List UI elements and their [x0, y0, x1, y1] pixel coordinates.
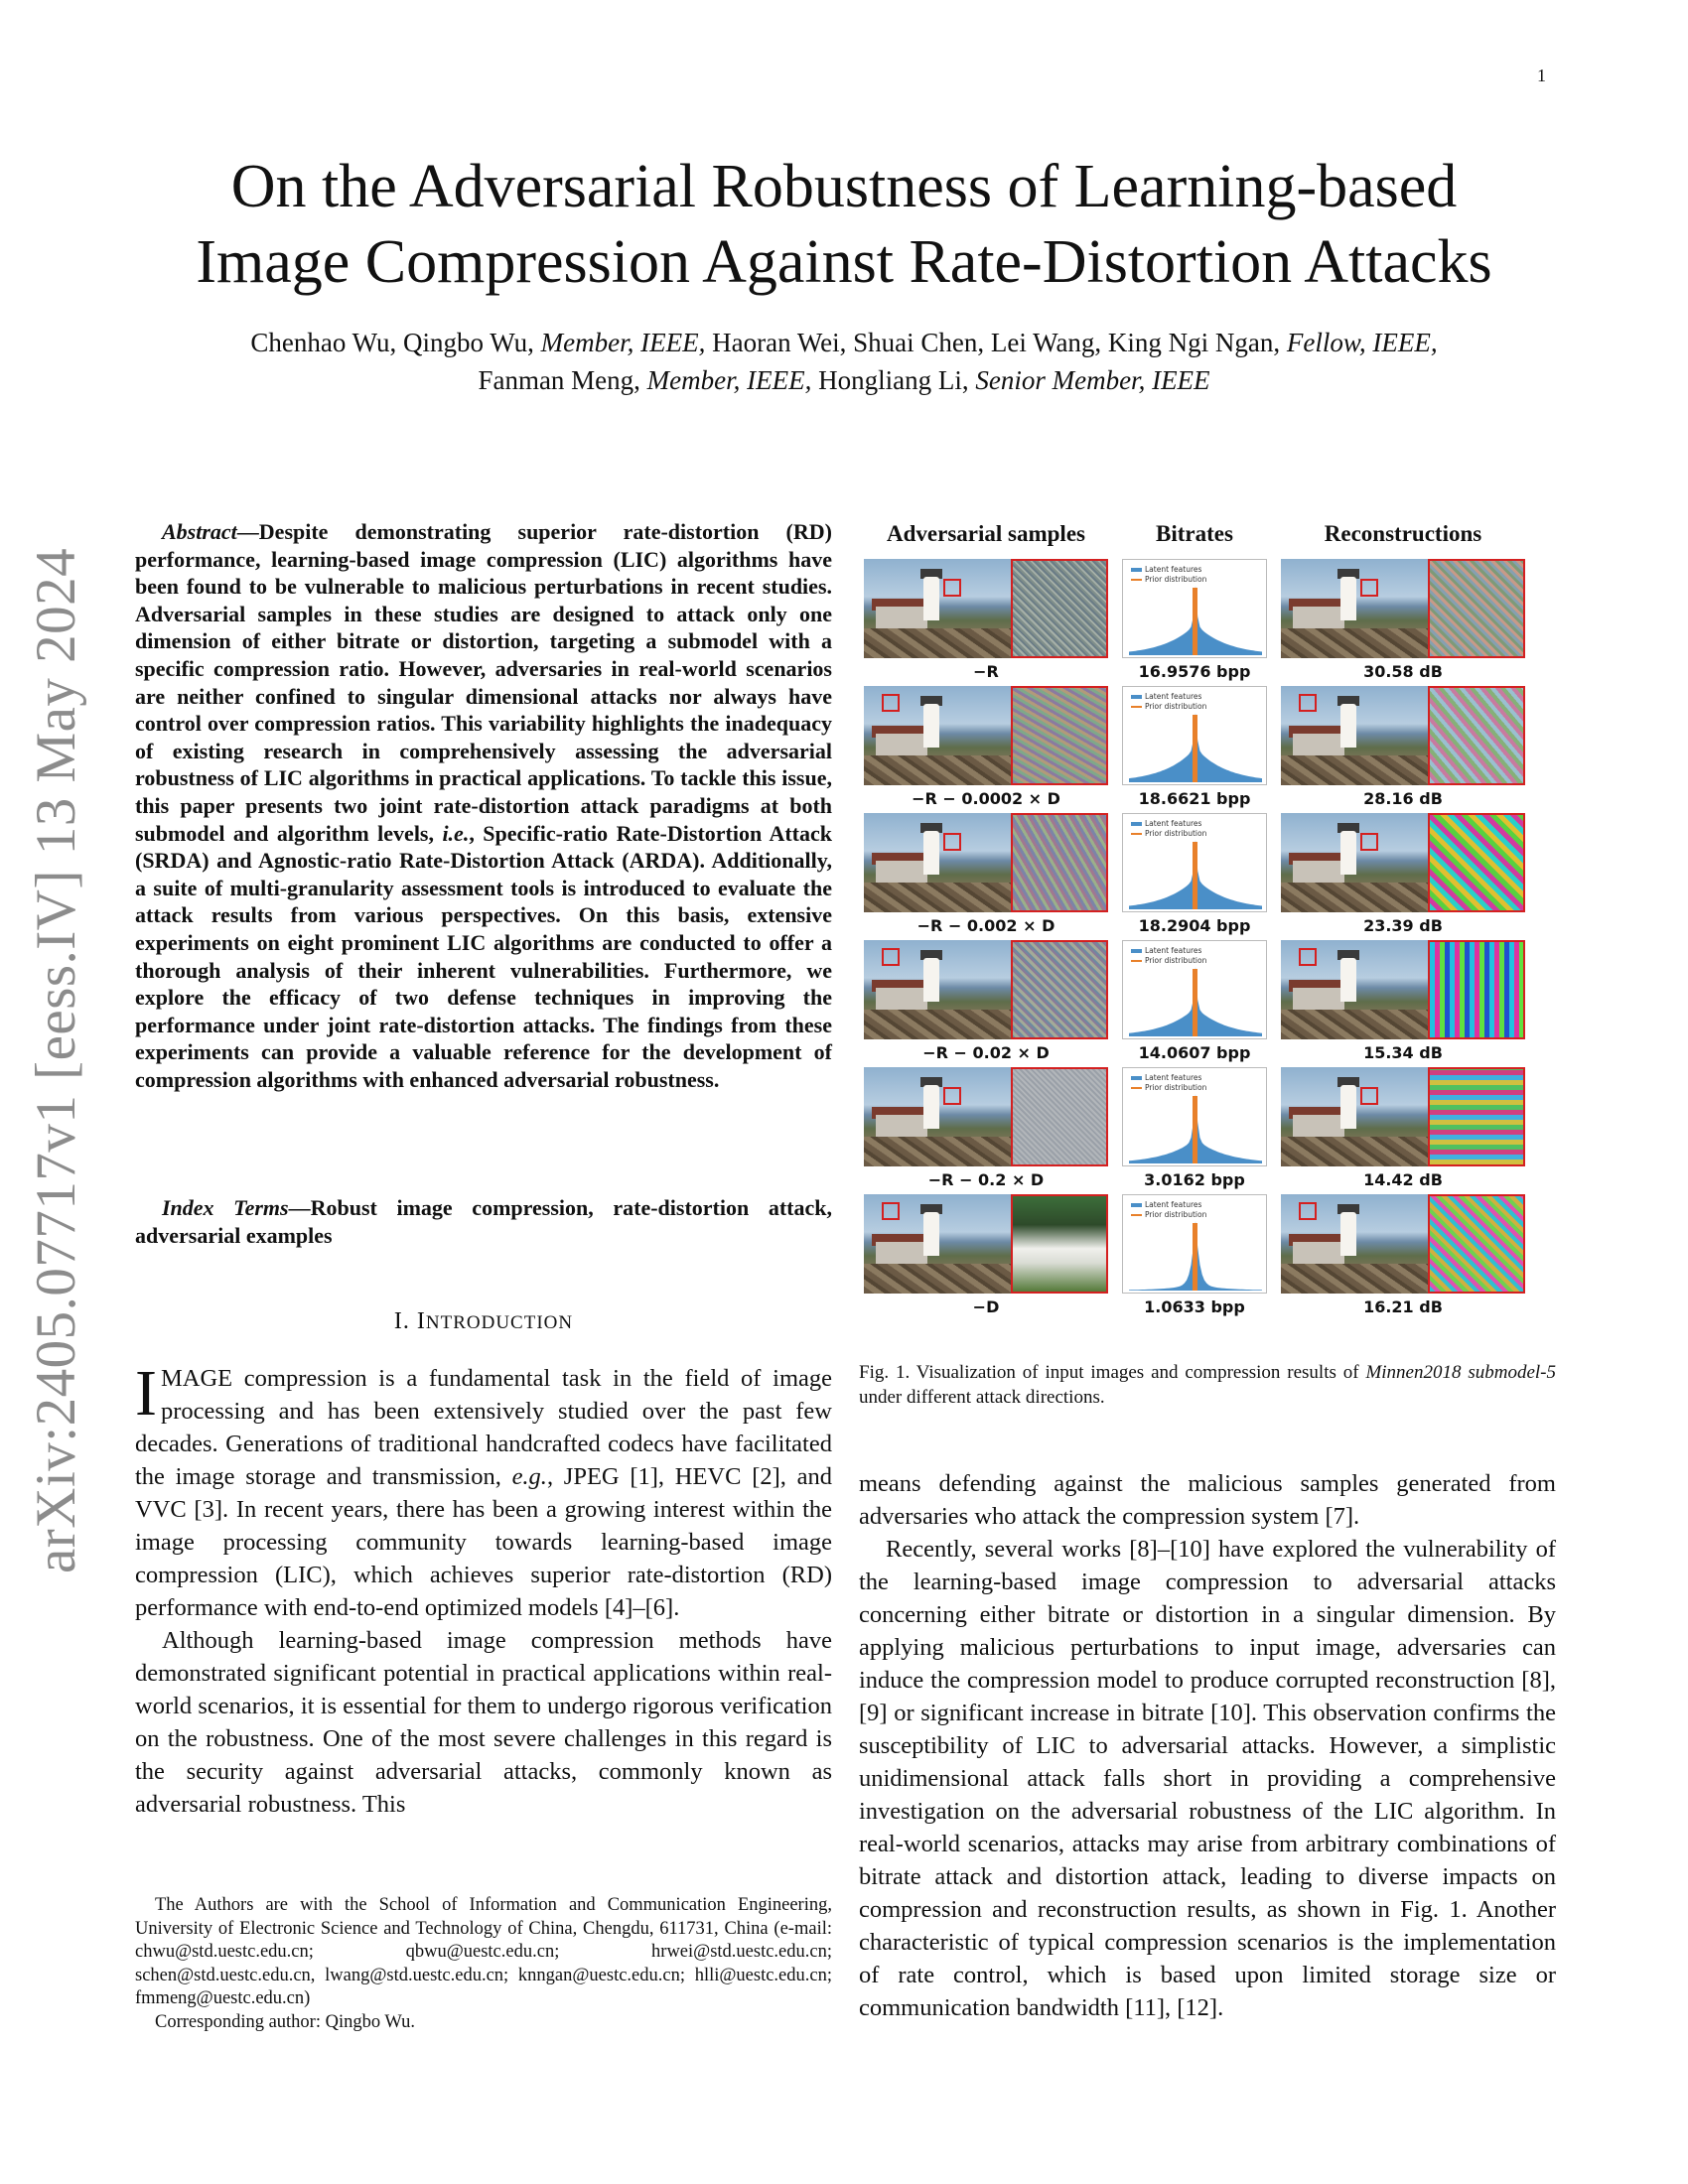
adversarial-sample-panel: [864, 813, 1108, 912]
reconstruction-panel: [1281, 1067, 1525, 1166]
prior-distribution-bar: [1193, 1096, 1197, 1163]
authors-2c: Hongliang Li,: [811, 365, 976, 395]
legend-latent: [1131, 1200, 1206, 1210]
zoom-selection-box: [943, 833, 961, 851]
bitrate-histogram: [1122, 813, 1267, 912]
bitrate-value: 1.0633 bpp: [1144, 1297, 1245, 1316]
adversarial-sample-zoom-inset: [1011, 1067, 1108, 1166]
zoom-selection-box: [1360, 579, 1378, 597]
reconstruction-zoom-inset: [1428, 686, 1525, 785]
index-terms: [135, 1194, 832, 1249]
rocks: [864, 1137, 1011, 1166]
author-list: [109, 324, 1579, 399]
psnr-value: 28.16 dB: [1363, 789, 1443, 808]
prior-distribution-bar: [1193, 969, 1197, 1036]
lighthouse: [1340, 831, 1356, 875]
rocks: [1281, 883, 1428, 912]
authors-1b: Member, IEEE,: [540, 328, 706, 357]
reconstruction-panel: [1281, 813, 1525, 912]
legend-latent-label: Latent features: [1145, 946, 1202, 955]
legend-prior: [1131, 1083, 1206, 1093]
legend-prior-swatch: [1131, 579, 1142, 581]
adversarial-sample-zoom-inset: [1011, 813, 1108, 912]
legend-prior-label: Prior distribution: [1145, 829, 1207, 838]
adversarial-sample-image: [864, 686, 1011, 785]
intro-p1: MAGE compression is a fundamental task in the field of image processing and has been extensively studied over the past few decades. Generations of traditional handcrafted codecs have facilitated the image storage and transmission,: [135, 1365, 832, 1490]
rocks: [864, 883, 1011, 912]
bitrate-value: 18.2904 bpp: [1138, 916, 1251, 935]
reconstruction-panel: [1281, 1194, 1525, 1294]
intro-paragraph-1: [135, 1357, 832, 1624]
adversarial-sample-image: [864, 559, 1011, 658]
authors-2a: Fanman Meng,: [478, 365, 647, 395]
header-reconstructions: Reconstructions: [1324, 521, 1482, 546]
right-paragraph-1: Recently, several works [8]–[10] have explored the vulnerability of the learning-based image compression to adversarial attacks concerning either bitrate or distortion in a singular dimension. By applying malicious perturbations to input image, adversaries can induce the compression model to produce corrupted reconstruction [8], [9] or significant increase in bitrate [10]. This observation confirms the susceptibility of LIC to adversarial attacks. However, a simplistic unidimensional attack falls short in providing a comprehensive investigation on the adversarial robustness of the LIC algorithm. In real-world scenarios, attacks may arise from arbitrary combinations of bitrate attack and distortion attack, leading to diverse impacts on compression and reconstruction results, as shown in Fig. 1. Another characteristic of typical compression scenarios is the implementation of rate control, which is based upon limited storage size or communication bandwidth [11], [12].: [859, 1536, 1556, 2021]
intro-p1b: , JPEG [1], HEVC [2], and VVC [3]. In recent years, there has been a growing interest within the image processing community towards learning-based image compression (LIC), which achieves superior rate-distortion (RD) performance with end-to-end optimized models [4]–[6].: [135, 1463, 832, 1621]
author-line-2: [109, 361, 1579, 399]
zoom-selection-box: [1360, 1087, 1378, 1105]
zoom-selection-box: [882, 1202, 900, 1220]
reconstruction-panel: [1281, 940, 1525, 1039]
title-line-2: Image Compression Against Rate-Distortion Attacks: [196, 228, 1492, 296]
adversarial-sample-image: [864, 813, 1011, 912]
bitrate-histogram: [1122, 1194, 1267, 1294]
rocks: [864, 628, 1011, 658]
intro-text: [135, 1357, 832, 1821]
paper-title: [109, 149, 1579, 300]
reconstruction-image: [1281, 559, 1428, 658]
authors-1d: Fellow, IEEE,: [1286, 328, 1438, 357]
reconstruction-zoom-inset: [1428, 1194, 1525, 1294]
prior-distribution-bar: [1193, 588, 1197, 655]
reconstruction-image: [1281, 1194, 1428, 1294]
authors-1c: Haoran Wei, Shuai Chen, Lei Wang, King Ngi Ngan,: [705, 328, 1287, 357]
legend-prior-swatch: [1131, 706, 1142, 708]
lighthouse: [923, 958, 939, 1002]
zoom-selection-box: [882, 948, 900, 966]
legend-latent-label: Latent features: [1145, 1073, 1202, 1082]
legend-prior-swatch: [1131, 1214, 1142, 1216]
rocks: [1281, 755, 1428, 785]
histogram-legend: [1131, 946, 1206, 966]
section-rest: NTRODUCTION: [425, 1312, 574, 1333]
legend-latent-swatch: [1131, 822, 1142, 826]
reconstruction-image: [1281, 940, 1428, 1039]
bitrate-histogram: [1122, 1067, 1267, 1166]
legend-latent-label: Latent features: [1145, 819, 1202, 828]
adversarial-sample-zoom-inset: [1011, 686, 1108, 785]
reconstruction-image: [1281, 1067, 1428, 1166]
lighthouse: [1340, 1212, 1356, 1256]
legend-latent-label: Latent features: [1145, 565, 1202, 574]
legend-prior-swatch: [1131, 1087, 1142, 1089]
abstract-ie: i.e.: [442, 820, 470, 846]
legend-prior-swatch: [1131, 833, 1142, 835]
legend-latent: [1131, 565, 1206, 575]
legend-prior: [1131, 1210, 1206, 1220]
lighthouse: [1340, 958, 1356, 1002]
lighthouse: [1340, 704, 1356, 748]
attack-direction-label: −R − 0.002 × D: [916, 916, 1055, 935]
abstract-text-2: , Specific-ratio Rate-Distortion Attack (SRDA) and Agnostic-ratio Rate-Distortion Attack (ARDA). Additionally, a suite of multi-granularity assessment tools is introduced to evaluate the attack results from various perspectives. On this basis, extensive experiments on eight prominent LIC algorithms are conducted to offer a thorough analysis of their inherent vulnerabilities. Furthermore, we explore the efficacy of two defense techniques in improving the performance under joint rate-distortion attacks. The findings from these experiments can provide a valuable reference for the development of compression algorithms with enhanced adversarial robustness.: [135, 820, 832, 1092]
footnote: [135, 1894, 832, 2034]
rocks: [1281, 1010, 1428, 1039]
arxiv-stamp: arXiv:2405.07717v1 [eess.IV] 13 May 2024: [25, 547, 87, 1573]
legend-prior-label: Prior distribution: [1145, 702, 1207, 711]
adversarial-sample-zoom-inset: [1011, 940, 1108, 1039]
bitrate-value: 14.0607 bpp: [1138, 1043, 1251, 1062]
index-terms-text: —Robust image compression, rate-distortion attack, adversarial examples: [135, 1195, 832, 1248]
figure-caption: [859, 1360, 1556, 1410]
legend-prior: [1131, 702, 1206, 712]
zoom-selection-box: [882, 694, 900, 712]
author-line-1: [109, 324, 1579, 361]
psnr-value: 14.42 dB: [1363, 1170, 1443, 1189]
histogram-legend: [1131, 692, 1206, 712]
legend-latent-swatch: [1131, 1076, 1142, 1080]
attack-direction-label: −R: [973, 662, 999, 681]
caption-suffix: under different attack directions.: [859, 1387, 1105, 1408]
abstract-label: Abstract: [162, 519, 237, 544]
attack-direction-label: −D: [972, 1297, 1000, 1316]
footnote-corresponding: Corresponding author: Qingbo Wu.: [155, 2011, 415, 2032]
lighthouse: [1340, 1085, 1356, 1129]
legend-latent-swatch: [1131, 1203, 1142, 1207]
legend-prior-label: Prior distribution: [1145, 1210, 1207, 1219]
bitrate-value: 16.9576 bpp: [1138, 662, 1251, 681]
bitrate-value: 3.0162 bpp: [1144, 1170, 1245, 1189]
footnote-affiliation: The Authors are with the School of Information and Communication Engineering, University of Electronic Science and Technology of China, Chengdu, 611731, China (e-mail: chwu@std.uestc.edu.cn; qbwu@uestc.edu.cn; hrwei@std.uestc.edu.cn; schen@std.uestc.edu.cn, lwang@std.uestc.edu.cn; knngan@uestc.edu.cn; hlli@uestc.edu.cn; fmmeng@uestc.edu.cn): [135, 1895, 832, 2008]
adversarial-sample-image: [864, 1067, 1011, 1166]
bitrate-value: 18.6621 bpp: [1138, 789, 1251, 808]
legend-latent-swatch: [1131, 949, 1142, 953]
title-line-1: On the Adversarial Robustness of Learning-based: [230, 153, 1458, 220]
legend-latent-swatch: [1131, 695, 1142, 699]
reconstruction-zoom-inset: [1428, 940, 1525, 1039]
legend-prior: [1131, 575, 1206, 585]
figure-1: [864, 521, 1559, 1315]
adversarial-sample-panel: [864, 1194, 1108, 1294]
abstract-text-1: —Despite demonstrating superior rate-distortion (RD) performance, learning-based image compression (LIC) algorithms have been found to be vulnerable to malicious perturbations in recent studies. Adversarial samples in these studies are designed to attack only one dimension of either bitrate or distortion, targeting a submodel with a specific compression ratio. However, adversaries in real-world scenarios are neither confined to singular dimensional attacks nor always have control over compression ratios. This variability highlights the inadequacy of existing research in comprehensively assessing the adversarial robustness of LIC algorithms in practical applications. To tackle this issue, this paper presents two joint rate-distortion attack paradigms at both submodel and algorithm levels,: [135, 519, 832, 846]
lighthouse: [923, 577, 939, 620]
legend-prior: [1131, 956, 1206, 966]
reconstruction-zoom-inset: [1428, 813, 1525, 912]
right-paragraph-0: means defending against the malicious samples generated from adversaries who attack the compression system [7].: [859, 1470, 1556, 1530]
header-bitrates: Bitrates: [1156, 521, 1233, 546]
psnr-value: 16.21 dB: [1363, 1297, 1443, 1316]
attack-direction-label: −R − 0.0002 × D: [912, 789, 1060, 808]
histogram-legend: [1131, 1200, 1206, 1220]
legend-prior-swatch: [1131, 960, 1142, 962]
index-terms-label: Index Terms: [162, 1195, 289, 1220]
rocks: [864, 1010, 1011, 1039]
adversarial-sample-zoom-inset: [1011, 1194, 1108, 1294]
legend-latent: [1131, 819, 1206, 829]
psnr-value: 15.34 dB: [1363, 1043, 1443, 1062]
page-number: 1: [1537, 66, 1546, 85]
adversarial-sample-image: [864, 1194, 1011, 1294]
lighthouse: [923, 1212, 939, 1256]
rocks: [1281, 1264, 1428, 1294]
lighthouse: [1340, 577, 1356, 620]
legend-latent-label: Latent features: [1145, 692, 1202, 701]
adversarial-sample-image: [864, 940, 1011, 1039]
reconstruction-panel: [1281, 559, 1525, 658]
zoom-selection-box: [1299, 1202, 1317, 1220]
reconstruction-zoom-inset: [1428, 1067, 1525, 1166]
psnr-value: 30.58 dB: [1363, 662, 1443, 681]
rocks: [864, 1264, 1011, 1294]
zoom-selection-box: [943, 1087, 961, 1105]
caption-model: Minnen2018 submodel-5: [1365, 1362, 1556, 1383]
rocks: [864, 755, 1011, 785]
bitrate-histogram: [1122, 686, 1267, 785]
header-adversarial: Adversarial samples: [887, 521, 1085, 546]
histogram-legend: [1131, 1073, 1206, 1093]
adversarial-sample-zoom-inset: [1011, 559, 1108, 658]
reconstruction-image: [1281, 686, 1428, 785]
caption-prefix: Fig. 1. Visualization of input images and compression results of: [859, 1362, 1366, 1383]
histogram-legend: [1131, 819, 1206, 839]
legend-prior: [1131, 829, 1206, 839]
lighthouse: [923, 1085, 939, 1129]
prior-distribution-bar: [1193, 842, 1197, 909]
rocks: [1281, 628, 1428, 658]
prior-distribution-bar: [1193, 715, 1197, 782]
adversarial-sample-panel: [864, 559, 1108, 658]
right-column-text: [859, 1467, 1556, 2024]
legend-latent-label: Latent features: [1145, 1200, 1202, 1209]
attack-direction-label: −R − 0.2 × D: [927, 1170, 1045, 1189]
bitrate-histogram: [1122, 940, 1267, 1039]
legend-latent: [1131, 1073, 1206, 1083]
zoom-selection-box: [1299, 948, 1317, 966]
legend-latent: [1131, 946, 1206, 956]
legend-latent: [1131, 692, 1206, 702]
intro-eg: e.g.: [511, 1463, 547, 1490]
histogram-legend: [1131, 565, 1206, 585]
adversarial-sample-panel: [864, 1067, 1108, 1166]
psnr-value: 23.39 dB: [1363, 916, 1443, 935]
adversarial-sample-panel: [864, 940, 1108, 1039]
reconstruction-image: [1281, 813, 1428, 912]
zoom-selection-box: [1360, 833, 1378, 851]
authors-2d: Senior Member, IEEE: [975, 365, 1210, 395]
section-heading: [135, 1308, 832, 1335]
prior-distribution-bar: [1193, 1223, 1197, 1291]
legend-prior-label: Prior distribution: [1145, 1083, 1207, 1092]
legend-prior-label: Prior distribution: [1145, 956, 1207, 965]
legend-latent-swatch: [1131, 568, 1142, 572]
intro-paragraph-2: Although learning-based image compression methods have demonstrated significant potential in practical applications within real-world scenarios, it is essential for them to undergo rigorous verification on the robustness. One of the most severe challenges in this regard is the security against adversarial attacks, commonly known as adversarial robustness. This: [135, 1627, 832, 1818]
legend-prior-label: Prior distribution: [1145, 575, 1207, 584]
drop-cap: I: [135, 1357, 157, 1430]
adversarial-sample-panel: [864, 686, 1108, 785]
authors-2b: Member, IEEE,: [646, 365, 812, 395]
authors-1a: Chenhao Wu, Qingbo Wu,: [250, 328, 541, 357]
attack-direction-label: −R − 0.02 × D: [922, 1043, 1050, 1062]
reconstruction-zoom-inset: [1428, 559, 1525, 658]
lighthouse: [923, 831, 939, 875]
lighthouse: [923, 704, 939, 748]
rocks: [1281, 1137, 1428, 1166]
section-numeral: I. I: [393, 1308, 426, 1334]
zoom-selection-box: [943, 579, 961, 597]
reconstruction-panel: [1281, 686, 1525, 785]
zoom-selection-box: [1299, 694, 1317, 712]
abstract: [135, 518, 832, 1093]
bitrate-histogram: [1122, 559, 1267, 658]
